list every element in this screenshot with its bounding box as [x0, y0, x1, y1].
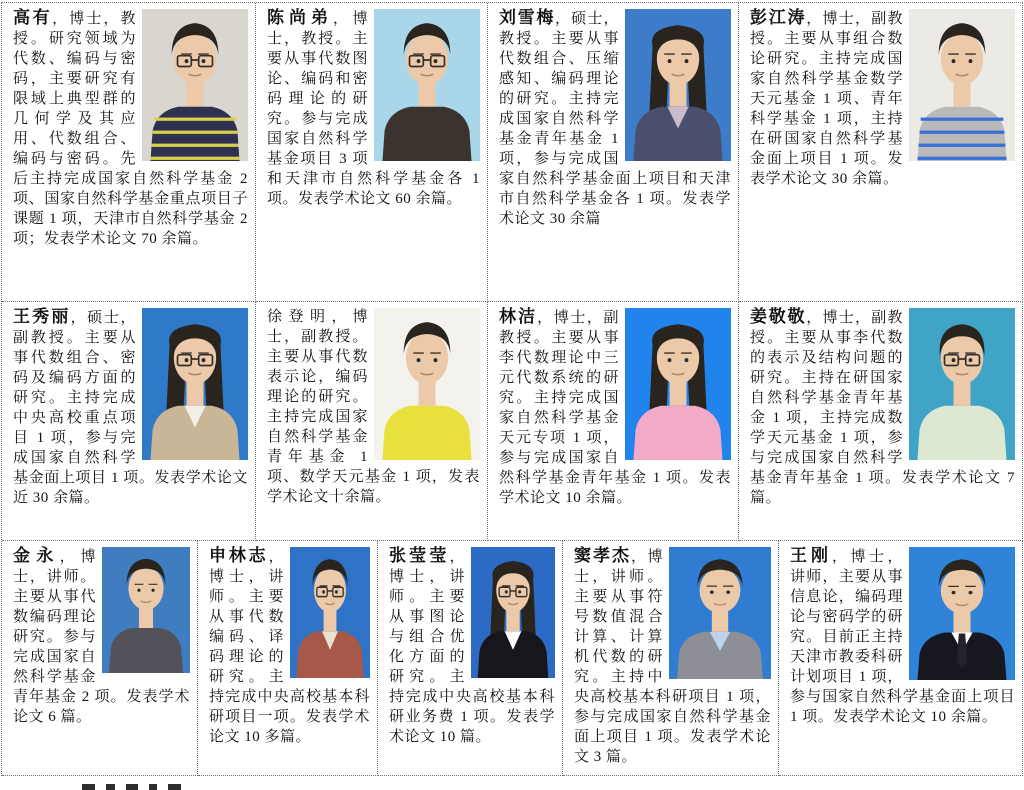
- professor-bio-text: ，博士，讲师。主要从事代数编码、译码理论的研究。主持完成中央高校基本科研项目一项。发表学术论文 10 多篇。: [209, 549, 370, 745]
- faculty-grid: [1, 2, 1023, 776]
- profile-photo: [102, 547, 190, 673]
- professor-bio-text: ，博士，教授。研究领域为代数、编码与密码，主要研究有限域上典型群的几何学及其应用、代数组合、编码与密码。先后主持完成国家自然科学基金 2 项、国家自然科学基金重点项目子课题 1 项，天津市自然科学基金 2 项；发表学术论文 70 余篇。: [13, 11, 248, 247]
- professor-bio-text: ，博士，讲师，主要从事信息论，编码理论与密码学的研究。目前正主持天津市教委科研计划项目 1 项，参与国家自然科学基金面上项目 1 项。发表学术论文 10 余篇。: [790, 549, 1015, 725]
- professor-name: 申林志: [209, 546, 269, 565]
- professor-name: 高有: [13, 8, 53, 27]
- profile-photo: [142, 9, 248, 161]
- profile-card-xudengming: [256, 302, 488, 541]
- professor-bio-text: ，博士，教授。主要从事代数图论、编码和密码理论的研究。参与完成国家自然科学基金项目 3 项和天津市自然科学基金各 1 项。发表学术论文 60 余篇。: [267, 11, 480, 207]
- profile-photo: [142, 308, 248, 460]
- profile-card-jiangjingjing: [739, 302, 1023, 541]
- cutoff-text-fragment: [82, 784, 181, 790]
- profile-photo: [625, 308, 731, 460]
- profile-card-linjie: [488, 302, 739, 541]
- professor-name: 窦孝杰: [574, 546, 631, 565]
- professor-bio-text: ，博士，副教授。主要从事代数表示论，编码理论的研究。主持完成国家自然科学基金青年基金 1 项、数学天元基金 1 项，发表学术论文十余篇。: [267, 309, 480, 505]
- professor-bio-text: ，博士，副教授。主要从事李代数理论中三元代数系统的研究。主持完成国家自然科学基金天元专项 1 项，参与完成国家自然科学基金青年基金 1 项。发表学术论文 10 余篇。: [499, 310, 731, 506]
- professor-bio-text: ，博士，副教授。主要从事组合数论研究。主持完成国家自然科学基金数学天元基金 1 项、青年科学基金 1 项，主持在研国家自然科学基金面上项目 1 项。发表学术论文 30 余篇。: [750, 11, 903, 187]
- profile-photo: [625, 9, 731, 161]
- professor-name: 王秀丽: [13, 307, 71, 326]
- professor-name: 陈尚弟: [267, 8, 333, 27]
- professor-name: 张莹莹: [389, 546, 450, 565]
- profile-card-liuxuemei: [488, 3, 739, 302]
- professor-bio-text: ，硕士，教授。主要从事代数组合、压缩感知、编码理论的研究。主持完成国家自然科学基金青年基金 1 项，参与完成国家自然科学基金面上项目和天津市自然科学基金各 1 项。发表学术论文 30 余篇: [499, 11, 731, 227]
- profile-card-wanggang: [779, 541, 1023, 776]
- profile-photo: [471, 547, 555, 678]
- professor-name: 金永: [13, 546, 60, 565]
- professor-bio-text: ，硕士，副教授。主要从事代数组合、密码及编码方面的研究。主持完成中央高校重点项目 1 项，参与完成国家自然科学基金面上项目 1 项。发表学术论文近 30 余篇。: [13, 310, 248, 506]
- professor-name: 彭江涛: [750, 8, 807, 27]
- professor-name: 徐登明: [267, 309, 332, 325]
- professor-name: 刘雪梅: [499, 8, 555, 27]
- profile-photo: [374, 9, 480, 161]
- profile-photo: [669, 547, 771, 679]
- faculty-row-2: [2, 302, 1023, 541]
- profile-photo: [909, 308, 1015, 460]
- profile-card-chenshangdi: [256, 3, 488, 302]
- profile-card-wangxiuli: [2, 302, 256, 541]
- faculty-row-3: [2, 541, 1023, 776]
- profile-photo: [290, 547, 370, 678]
- faculty-row-1: [2, 3, 1023, 302]
- profile-card-pengjiangtao: [739, 3, 1023, 302]
- profile-photo: [909, 547, 1015, 680]
- professor-bio-text: ，博士，讲师。主要从事代数编码理论研究。参与完成国家自然科学基金青年基金 2 项。发表学术论文 6 篇。: [13, 549, 190, 725]
- professor-bio-text: ，博士，讲师。主要从事符号数值混合计算、计算机代数的研究。主持中央高校基本科研项目 1 项，参与完成国家自然科学基金面上项目 1 项。发表学术论文 3 篇。: [574, 549, 771, 765]
- profile-photo: [374, 308, 480, 460]
- profile-card-jinyong: [2, 541, 198, 776]
- profile-card-shenlinzhi: [198, 541, 378, 776]
- profile-card-gaoyou: [2, 3, 256, 302]
- professor-bio-text: ，博士，讲师。主要从事图论与组合优化方面的研究。主持完成中央高校基本科研业务费 1 项。发表学术论文 10 篇。: [389, 549, 555, 745]
- professor-name: 姜敬敬: [750, 307, 807, 326]
- profile-card-douxiaojie: [563, 541, 779, 776]
- professor-name: 林洁: [499, 307, 538, 326]
- professor-bio-text: ，博士，副教授。主要从事李代数的表示及结构问题的研究。主持在研国家自然科学基金青年基金 1 项，主持完成数学天元基金 1 项，参与完成国家自然科学基金青年基金 1 项。发表学术论文 7 篇。: [750, 310, 1015, 506]
- profile-photo: [909, 9, 1015, 161]
- professor-name: 王刚: [790, 546, 832, 565]
- profile-card-zhangyingying: [378, 541, 563, 776]
